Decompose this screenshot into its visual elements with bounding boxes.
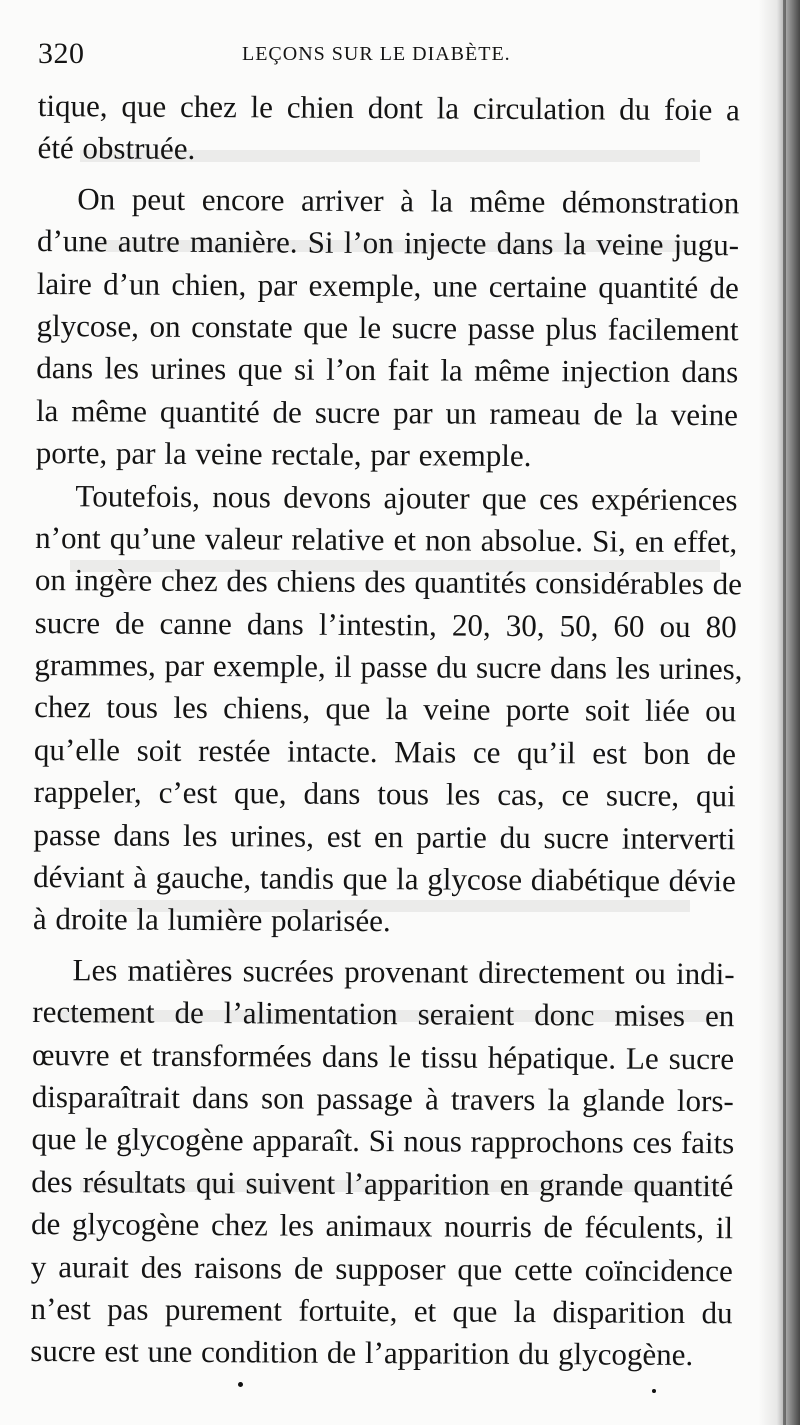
text-line-12: on ingère chez des chiens des quantités considérables de bbox=[34, 562, 743, 602]
text-line-16: qu’elle soit restée intacte. Mais ce qu’il est bon de bbox=[33, 731, 737, 772]
text-line-2: été obstruée. bbox=[37, 130, 196, 167]
text-line-11: n’ont qu’une valeur relative et non absolue. Si, en effet, bbox=[35, 519, 738, 560]
text-line-19: déviant à gauche, tandis que la glycose diabétique dévie bbox=[33, 859, 736, 899]
text-line-1: tique, que chez le chien dont la circulation du foie a bbox=[37, 87, 740, 128]
text-line-6: glycose, on constate que le sucre passe plus facilement bbox=[36, 307, 739, 348]
text-line-26: des résultats qui suivent l’apparition en grande quantité bbox=[31, 1163, 734, 1204]
text-line-8: la même quantité de sucre par un rameau de la veine bbox=[35, 392, 739, 433]
text-line-21: Les matières sucrées provenant directement ou indi- bbox=[72, 952, 735, 992]
text-line-5: laire d’un chien, par exemple, une certaine quantité de bbox=[36, 265, 739, 305]
scan-speck bbox=[652, 1389, 656, 1393]
text-line-9: porte, par la veine rectale, par exemple. bbox=[35, 435, 532, 474]
text-line-27: de glycogène chez les animaux nourris de féculents, il bbox=[30, 1206, 734, 1246]
text-line-14: grammes, par exemple, il passe du sucre dans les urines, bbox=[34, 647, 743, 687]
page-edge-shadow bbox=[758, 0, 800, 1425]
page-number: 320 bbox=[38, 37, 85, 70]
text-line-28: y aurait des raisons de supposer que cette coïncidence bbox=[30, 1248, 733, 1288]
text-line-15: chez tous les chiens, que la veine porte soit liée ou bbox=[34, 689, 737, 729]
text-line-25: que le glycogène apparaît. Si nous rapprochons ces faits bbox=[31, 1121, 735, 1161]
scan-speck bbox=[238, 1382, 243, 1387]
text-line-22: rectement de l’alimentation seraient donc mises en bbox=[32, 994, 735, 1034]
text-line-7: dans les urines que si l’on fait la même injection dans bbox=[36, 350, 739, 390]
page-header bbox=[38, 36, 742, 76]
text-line-23: œuvre et transformées dans le tissu hépatique. Le sucre bbox=[31, 1036, 735, 1076]
body-text bbox=[30, 85, 743, 1389]
text-line-24: disparaîtrait dans son passage à travers la glande lors- bbox=[31, 1078, 734, 1119]
text-line-29: n’est pas purement fortuite, et que la disparition du bbox=[30, 1290, 733, 1331]
text-line-17: rappeler, c’est que, dans tous les cas, ce sucre, qui bbox=[33, 774, 736, 814]
text-line-30: sucre est une condition de l’apparition du glycogène. bbox=[30, 1333, 694, 1373]
text-line-3: On peut encore arriver à la même démonstration bbox=[77, 181, 740, 221]
text-line-13: sucre de canne dans l’intestin, 20, 30, 50, 60 ou 80 bbox=[34, 604, 737, 644]
text-line-18: passe dans les urines, est en partie du sucre interverti bbox=[33, 816, 736, 856]
text-line-20: à droite la lumière polarisée. bbox=[32, 901, 391, 939]
text-line-4: d’une autre manière. Si l’on injecte dans la veine jugu- bbox=[36, 223, 740, 263]
page-edge-line bbox=[783, 0, 786, 1425]
running-title: LEÇONS SUR LE DIABÈTE. bbox=[242, 43, 511, 65]
text-line-10: Toutefois, nous devons ajouter que ces expériences bbox=[75, 477, 738, 517]
